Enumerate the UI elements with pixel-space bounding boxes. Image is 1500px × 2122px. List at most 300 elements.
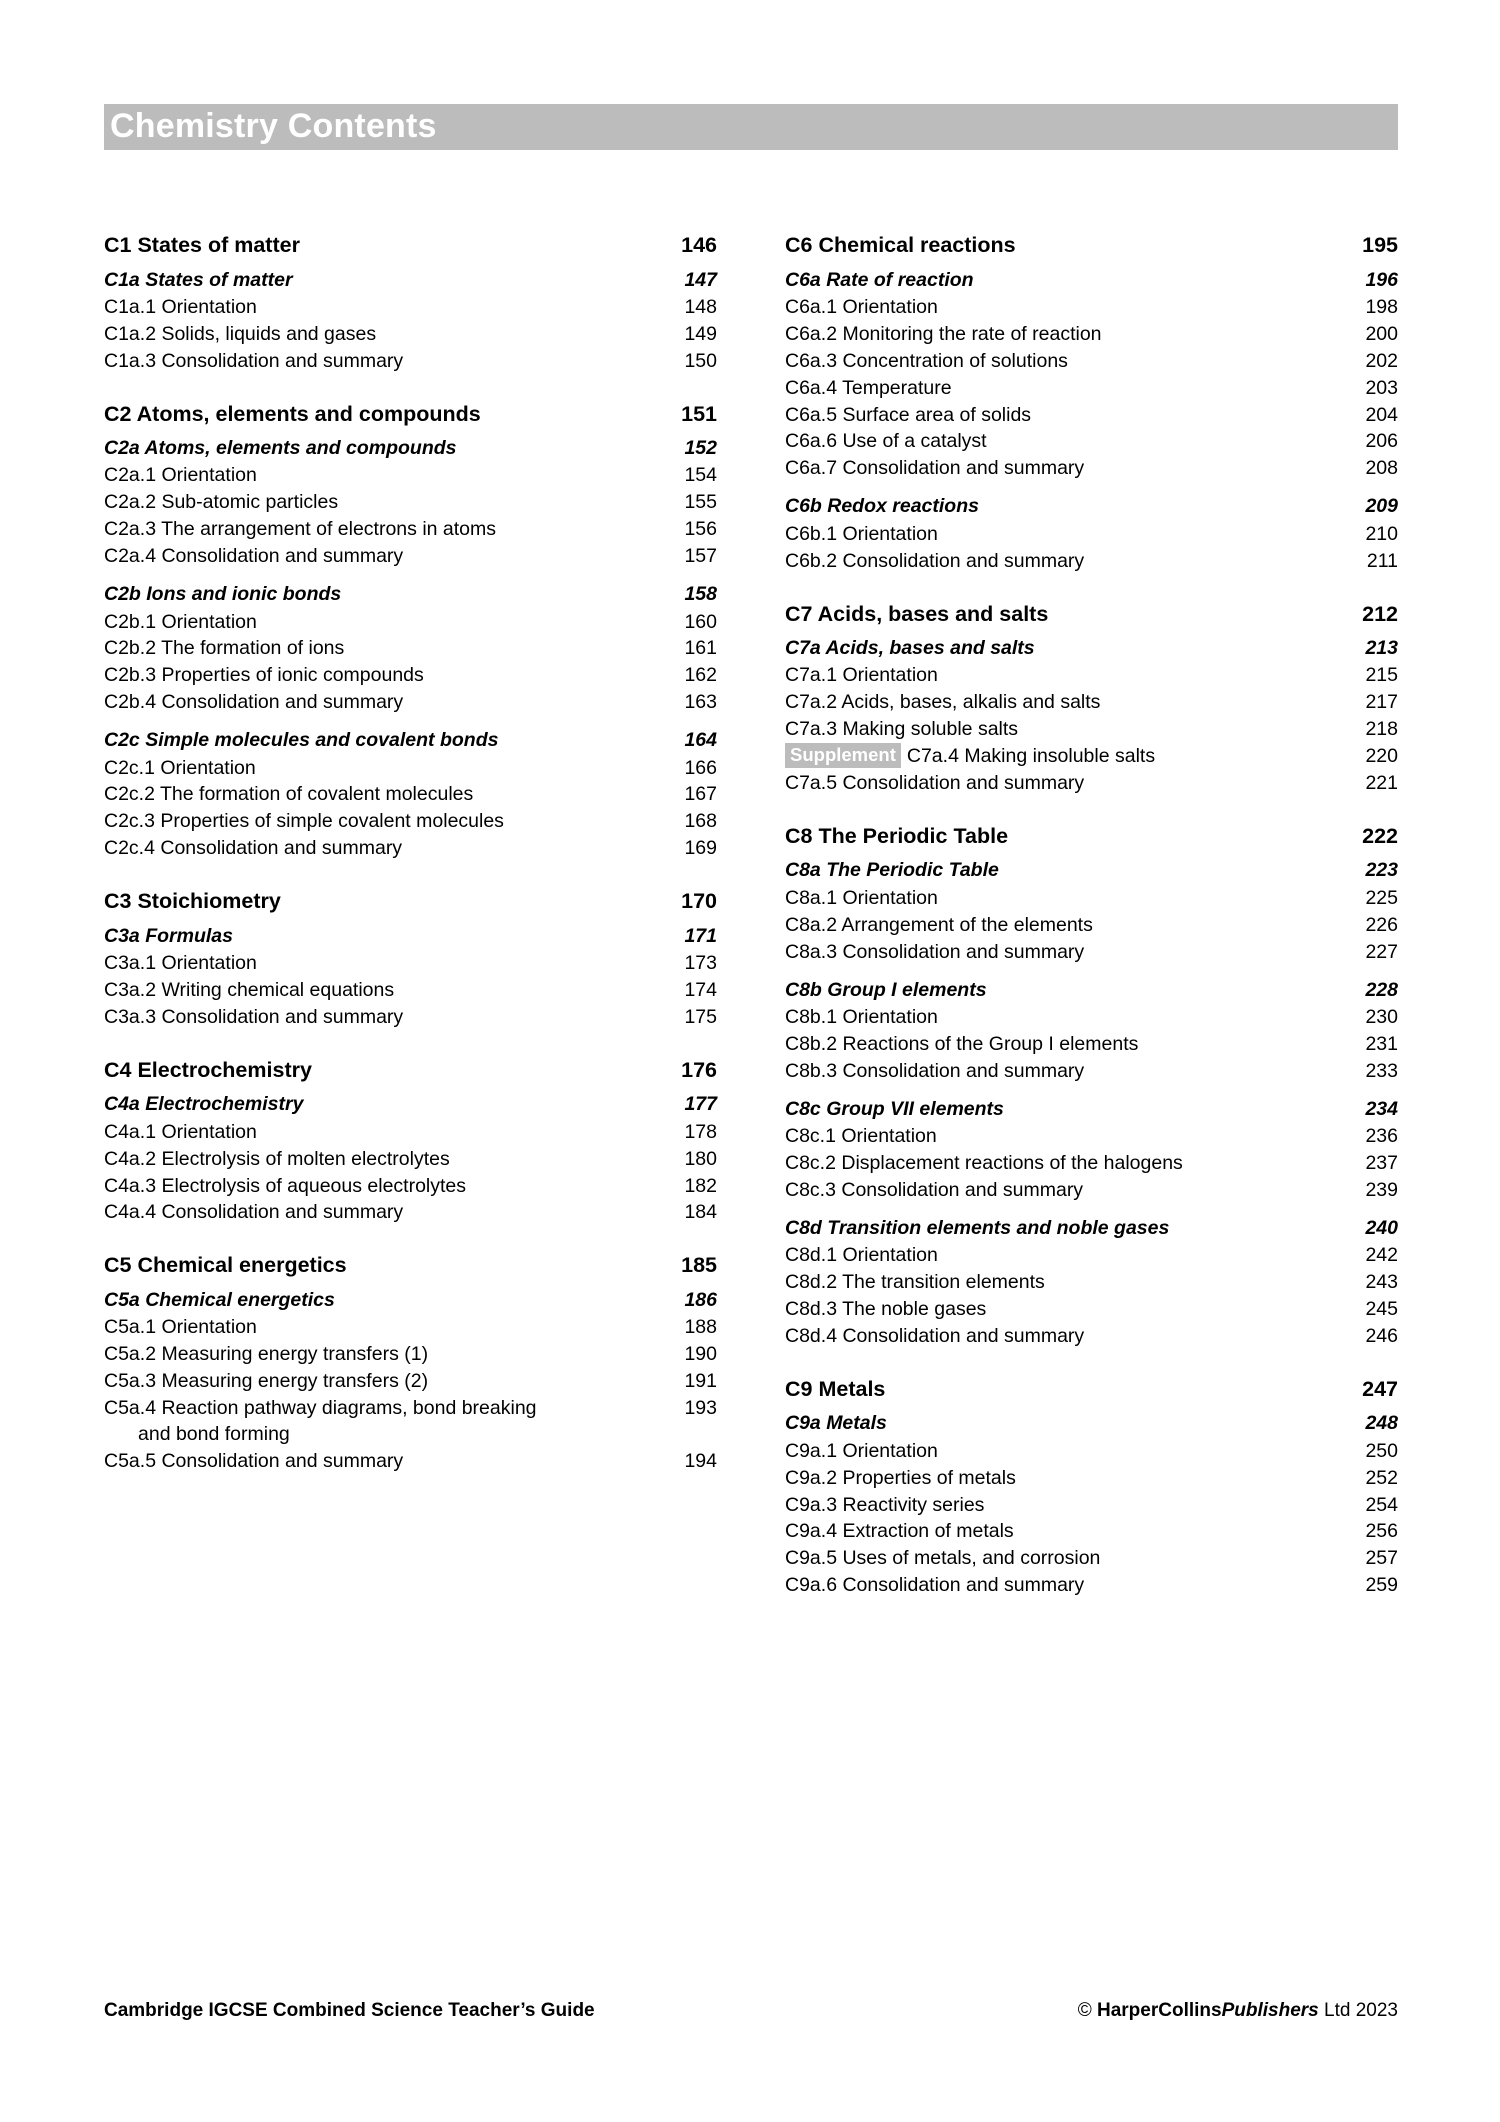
toc-entry-text: C6b.2 Consolidation and summary bbox=[785, 549, 1085, 572]
toc-entry-label bbox=[785, 1216, 1344, 1241]
toc-entry-unit[interactable] bbox=[104, 401, 717, 429]
toc-entry-page-number: 196 bbox=[1365, 268, 1398, 291]
toc-entry-page-number: 149 bbox=[684, 322, 717, 345]
toc-entry-page-number: 156 bbox=[684, 518, 717, 541]
toc-entry-text: C8b Group I elements bbox=[785, 978, 987, 1001]
toc-entry-text: C2b.1 Orientation bbox=[104, 610, 257, 633]
toc-entry-text-continued: and bond forming bbox=[138, 1422, 290, 1445]
toc-entry-text: C2c.2 The formation of covalent molecules bbox=[104, 783, 474, 806]
toc-entry-chapter[interactable] bbox=[785, 978, 1398, 1003]
toc-entry-page-number: 193 bbox=[684, 1397, 717, 1420]
toc-entry-label bbox=[104, 1005, 663, 1031]
toc-entry-page-number: 248 bbox=[1365, 1412, 1398, 1435]
toc-entry-page-number: 222 bbox=[1362, 823, 1398, 848]
toc-entry-text: C6b Redox reactions bbox=[785, 495, 979, 518]
toc-entry-topic[interactable] bbox=[785, 1270, 1398, 1296]
toc-entry-text: C2b Ions and ionic bonds bbox=[104, 583, 342, 606]
toc-entry-topic[interactable] bbox=[785, 403, 1398, 429]
toc-entry-page-number: 158 bbox=[684, 583, 717, 606]
toc-entry-label bbox=[785, 913, 1344, 939]
toc-entry-text: C8d.3 The noble gases bbox=[785, 1298, 987, 1320]
toc-entry-unit[interactable] bbox=[785, 823, 1398, 851]
toc-entry-label bbox=[785, 232, 1344, 260]
toc-entry-topic[interactable] bbox=[104, 490, 717, 516]
toc-entry-chapter[interactable] bbox=[104, 582, 717, 607]
toc-entry-chapter[interactable] bbox=[785, 268, 1398, 293]
toc-entry-label bbox=[104, 1174, 663, 1200]
toc-entry-topic[interactable] bbox=[104, 610, 717, 636]
toc-entry-text: C2a.1 Orientation bbox=[104, 464, 257, 487]
toc-entry-topic[interactable] bbox=[104, 836, 717, 862]
toc-entry-text: C6a.6 Use of a catalyst bbox=[785, 430, 987, 453]
toc-entry-chapter[interactable] bbox=[104, 268, 717, 293]
toc-entry-label bbox=[104, 978, 663, 1004]
toc-entry-topic[interactable] bbox=[104, 1369, 717, 1395]
toc-entry-label bbox=[785, 322, 1344, 348]
toc-entry-page-number: 228 bbox=[1365, 978, 1398, 1001]
toc-entry-page-number: 212 bbox=[1362, 601, 1398, 626]
toc-entry-page-number: 186 bbox=[684, 1288, 717, 1311]
toc-entry-text: C8b.3 Consolidation and summary bbox=[785, 1059, 1085, 1082]
toc-entry-topic[interactable] bbox=[785, 322, 1398, 348]
toc-entry-topic[interactable] bbox=[785, 1124, 1398, 1150]
toc-entry-label bbox=[785, 717, 1344, 743]
toc-entry-label bbox=[785, 690, 1344, 716]
toc-entry-label bbox=[104, 1396, 663, 1448]
toc-entry-text: C8d.4 Consolidation and summary bbox=[785, 1324, 1085, 1347]
toc-entry-text: C4a.1 Orientation bbox=[104, 1120, 257, 1143]
toc-entry-text: C3a.1 Orientation bbox=[104, 952, 257, 975]
toc-entry-text: C8a.1 Orientation bbox=[785, 886, 938, 909]
toc-entry-topic[interactable] bbox=[104, 1120, 717, 1146]
toc-entry-text: C8a The Periodic Table bbox=[785, 859, 999, 882]
toc-entry-topic[interactable] bbox=[785, 1243, 1398, 1269]
toc-entry-label bbox=[785, 771, 1344, 797]
toc-entry-page-number: 246 bbox=[1365, 1324, 1398, 1347]
toc-entry-text: C2b.4 Consolidation and summary bbox=[104, 691, 404, 714]
toc-entry-page-number: 252 bbox=[1365, 1466, 1398, 1489]
toc-entry-page-number: 210 bbox=[1365, 522, 1398, 545]
page-header-banner bbox=[104, 104, 1398, 150]
toc-entry-label bbox=[104, 1147, 663, 1173]
toc-entry-label bbox=[104, 490, 663, 516]
toc-entry-page-number: 220 bbox=[1365, 745, 1398, 768]
toc-entry-page-number: 157 bbox=[684, 545, 717, 568]
toc-entry-label bbox=[104, 401, 663, 429]
toc-entry-text: C3a.2 Writing chemical equations bbox=[104, 979, 395, 1002]
supplement-badge: Supplement bbox=[785, 743, 901, 768]
toc-entry-topic[interactable] bbox=[104, 1174, 717, 1200]
toc-entry-page-number: 176 bbox=[681, 1057, 717, 1082]
toc-entry-topic[interactable] bbox=[104, 295, 717, 321]
toc-entry-unit[interactable] bbox=[104, 232, 717, 260]
toc-entry-page-number: 233 bbox=[1365, 1059, 1398, 1082]
toc-entry-chapter[interactable] bbox=[104, 1092, 717, 1117]
toc-entry-text: C1a.3 Consolidation and summary bbox=[104, 349, 404, 372]
footer-copyright-symbol: © bbox=[1077, 2000, 1097, 2021]
toc-entry-text: C1a States of matter bbox=[104, 268, 293, 291]
toc-entry-label bbox=[104, 1120, 663, 1146]
toc-entry-text: C8a.2 Arrangement of the elements bbox=[785, 913, 1093, 936]
toc-entry-chapter[interactable] bbox=[785, 1097, 1398, 1122]
toc-entry-label bbox=[785, 940, 1344, 966]
toc-entry-page-number: 257 bbox=[1365, 1547, 1398, 1570]
toc-entry-label bbox=[104, 232, 663, 260]
toc-entry-page-number: 167 bbox=[684, 783, 717, 806]
toc-entry-label bbox=[785, 1178, 1344, 1204]
toc-entry-text: C9a.6 Consolidation and summary bbox=[785, 1574, 1085, 1597]
toc-entry-topic[interactable] bbox=[104, 517, 717, 543]
toc-entry-chapter[interactable] bbox=[104, 436, 717, 461]
toc-entry-label bbox=[785, 1324, 1344, 1350]
toc-entry-text: C9 Metals bbox=[785, 1376, 886, 1401]
toc-entry-text: C9a.2 Properties of metals bbox=[785, 1466, 1016, 1489]
toc-entry-chapter[interactable] bbox=[785, 494, 1398, 519]
toc-entry-label bbox=[104, 1092, 663, 1117]
toc-entry-topic[interactable] bbox=[785, 1493, 1398, 1519]
toc-entry-topic[interactable] bbox=[104, 322, 717, 348]
contents-columns bbox=[104, 232, 1398, 1600]
toc-entry-label bbox=[104, 1342, 663, 1368]
toc-entry-page-number: 164 bbox=[684, 729, 717, 752]
toc-entry-page-number: 166 bbox=[684, 756, 717, 779]
toc-entry-label bbox=[785, 349, 1344, 375]
toc-entry-page-number: 171 bbox=[684, 924, 717, 947]
toc-entry-label bbox=[785, 636, 1344, 661]
toc-entry-topic[interactable] bbox=[104, 463, 717, 489]
toc-entry-label bbox=[104, 690, 663, 716]
toc-entry-page-number: 168 bbox=[684, 810, 717, 833]
toc-entry-text: C7a.4 Making insoluble salts bbox=[906, 745, 1156, 768]
toc-entry-label bbox=[104, 951, 663, 977]
toc-entry-page-number: 200 bbox=[1365, 322, 1398, 345]
toc-entry-page-number: 209 bbox=[1365, 495, 1398, 518]
toc-entry-text: C8d Transition elements and noble gases bbox=[785, 1216, 1170, 1239]
toc-entry-topic[interactable] bbox=[104, 1200, 717, 1226]
toc-entry-label bbox=[785, 1005, 1344, 1031]
toc-entry-topic[interactable] bbox=[785, 717, 1398, 743]
toc-entry-text: C7a Acids, bases and salts bbox=[785, 637, 1035, 660]
toc-entry-label bbox=[104, 463, 663, 489]
toc-entry-page-number: 174 bbox=[684, 979, 717, 1002]
toc-entry-page-number: 226 bbox=[1365, 913, 1398, 936]
toc-entry-text: C3a.3 Consolidation and summary bbox=[104, 1005, 404, 1028]
toc-entry-label bbox=[785, 858, 1344, 883]
toc-entry-page-number: 148 bbox=[684, 295, 717, 318]
toc-entry-page-number: 231 bbox=[1365, 1032, 1398, 1055]
toc-entry-page-number: 169 bbox=[684, 837, 717, 860]
toc-entry-topic[interactable] bbox=[785, 690, 1398, 716]
toc-entry-topic[interactable] bbox=[104, 951, 717, 977]
toc-entry-page-number: 223 bbox=[1365, 859, 1398, 882]
toc-entry-chapter[interactable] bbox=[104, 728, 717, 753]
toc-entry-page-number: 185 bbox=[681, 1253, 717, 1278]
toc-entry-label bbox=[104, 782, 663, 808]
toc-entry-unit[interactable] bbox=[104, 1252, 717, 1280]
toc-entry-page-number: 170 bbox=[681, 889, 717, 914]
toc-entry-topic[interactable] bbox=[785, 522, 1398, 548]
toc-entry-topic[interactable] bbox=[785, 1519, 1398, 1545]
toc-entry-label bbox=[104, 1200, 663, 1226]
toc-entry-topic[interactable] bbox=[104, 544, 717, 570]
toc-entry-unit[interactable] bbox=[785, 601, 1398, 629]
toc-entry-text: C1a.2 Solids, liquids and gases bbox=[104, 322, 377, 345]
toc-entry-page-number: 221 bbox=[1365, 772, 1398, 795]
toc-entry-topic[interactable] bbox=[785, 456, 1398, 482]
page-title: Chemistry Contents bbox=[110, 107, 437, 145]
toc-entry-topic[interactable] bbox=[785, 376, 1398, 402]
toc-entry-topic[interactable] bbox=[785, 1573, 1398, 1599]
toc-entry-page-number: 217 bbox=[1365, 691, 1398, 714]
page-footer bbox=[104, 2000, 1398, 2022]
toc-entry-page-number: 245 bbox=[1365, 1298, 1398, 1320]
toc-entry-text: C6a.4 Temperature bbox=[785, 376, 952, 399]
toc-entry-topic[interactable] bbox=[785, 1059, 1398, 1085]
toc-entry-page-number: 230 bbox=[1365, 1005, 1398, 1028]
toc-entry-label bbox=[104, 1369, 663, 1395]
toc-entry-page-number: 243 bbox=[1365, 1271, 1398, 1294]
toc-entry-text: C6 Chemical reactions bbox=[785, 233, 1016, 257]
toc-entry-text: C2c.4 Consolidation and summary bbox=[104, 837, 403, 860]
toc-entry-page-number: 213 bbox=[1365, 637, 1398, 660]
toc-entry-topic[interactable] bbox=[104, 663, 717, 689]
toc-entry-text: C3a Formulas bbox=[104, 924, 233, 947]
toc-entry-text: C9a.3 Reactivity series bbox=[785, 1493, 985, 1516]
toc-entry-label bbox=[785, 1439, 1344, 1465]
toc-entry-page-number: 208 bbox=[1365, 457, 1398, 480]
footer-brand-tail: Ltd 2023 bbox=[1318, 2000, 1398, 2021]
toc-entry-page-number: 237 bbox=[1365, 1151, 1398, 1174]
toc-entry-page-number: 152 bbox=[684, 437, 717, 460]
toc-entry-text: C9a.4 Extraction of metals bbox=[785, 1520, 1014, 1543]
footer-brand-publishers: Publishers bbox=[1221, 2000, 1319, 2021]
toc-entry-topic[interactable] bbox=[104, 782, 717, 808]
toc-entry-text: C6a.1 Orientation bbox=[785, 295, 938, 318]
toc-entry-text: C7 Acids, bases and salts bbox=[785, 601, 1049, 626]
toc-entry-topic[interactable] bbox=[785, 1546, 1398, 1572]
toc-entry-page-number: 203 bbox=[1365, 376, 1398, 399]
toc-entry-topic[interactable] bbox=[785, 429, 1398, 455]
toc-entry-topic[interactable] bbox=[104, 978, 717, 1004]
toc-entry-topic[interactable] bbox=[104, 1396, 717, 1448]
toc-entry-topic[interactable] bbox=[785, 1297, 1398, 1323]
toc-entry-label bbox=[104, 582, 663, 607]
toc-entry-text: C8c Group VII elements bbox=[785, 1097, 1004, 1120]
toc-entry-text: C7a.2 Acids, bases, alkalis and salts bbox=[785, 691, 1101, 714]
toc-entry-text: C8c.1 Orientation bbox=[785, 1125, 937, 1148]
toc-entry-page-number: 146 bbox=[681, 233, 717, 257]
toc-entry-label bbox=[785, 823, 1344, 851]
toc-entry-label bbox=[104, 610, 663, 636]
toc-entry-label bbox=[785, 376, 1344, 402]
toc-entry-text: C5a.1 Orientation bbox=[104, 1316, 257, 1339]
toc-entry-label bbox=[104, 544, 663, 570]
toc-entry-topic[interactable] bbox=[785, 1324, 1398, 1350]
toc-entry-chapter[interactable] bbox=[785, 636, 1398, 661]
toc-entry-topic[interactable] bbox=[104, 1342, 717, 1368]
toc-entry-text: C8a.3 Consolidation and summary bbox=[785, 940, 1085, 963]
toc-entry-text: C4a.4 Consolidation and summary bbox=[104, 1201, 404, 1224]
toc-entry-topic[interactable] bbox=[104, 636, 717, 662]
toc-entry-label bbox=[104, 663, 663, 689]
toc-entry-text: C9a Metals bbox=[785, 1412, 887, 1435]
toc-entry-label bbox=[785, 886, 1344, 912]
toc-entry-topic[interactable] bbox=[785, 349, 1398, 375]
toc-entry-page-number: 191 bbox=[684, 1370, 717, 1393]
toc-entry-page-number: 162 bbox=[684, 664, 717, 687]
toc-entry-topic[interactable] bbox=[785, 1005, 1398, 1031]
toc-entry-page-number: 190 bbox=[684, 1343, 717, 1366]
toc-entry-chapter[interactable] bbox=[785, 1216, 1398, 1241]
toc-entry-text: C2c.3 Properties of simple covalent molecules bbox=[104, 810, 504, 833]
toc-entry-text: C5a.4 Reaction pathway diagrams, bond breaking bbox=[104, 1397, 537, 1420]
toc-entry-page-number: 236 bbox=[1365, 1125, 1398, 1148]
toc-entry-text: C4 Electrochemistry bbox=[104, 1057, 312, 1082]
toc-entry-topic[interactable] bbox=[785, 549, 1398, 575]
footer-copyright bbox=[1078, 2000, 1398, 2022]
toc-entry-page-number: 155 bbox=[684, 491, 717, 514]
toc-entry-label bbox=[785, 1097, 1344, 1122]
toc-entry-text: C8d.1 Orientation bbox=[785, 1244, 938, 1267]
toc-entry-text: C5 Chemical energetics bbox=[104, 1253, 347, 1278]
toc-entry-label bbox=[785, 1032, 1344, 1058]
toc-entry-unit[interactable] bbox=[785, 232, 1398, 260]
toc-entry-label bbox=[785, 1297, 1344, 1323]
toc-entry-label bbox=[104, 295, 663, 321]
toc-entry-label bbox=[104, 888, 663, 916]
toc-entry-text: C8d.2 The transition elements bbox=[785, 1271, 1045, 1294]
toc-entry-topic[interactable] bbox=[104, 1315, 717, 1341]
toc-entry-page-number: 198 bbox=[1365, 295, 1398, 318]
toc-entry-label bbox=[104, 1252, 663, 1280]
toc-entry-label bbox=[785, 744, 1344, 770]
toc-entry-topic[interactable] bbox=[104, 1147, 717, 1173]
toc-entry-chapter[interactable] bbox=[785, 858, 1398, 883]
toc-entry-unit[interactable] bbox=[104, 1057, 717, 1085]
toc-entry-text: C2a.2 Sub-atomic particles bbox=[104, 491, 339, 514]
toc-entry-label bbox=[104, 809, 663, 835]
toc-entry-text: C2 Atoms, elements and compounds bbox=[104, 401, 481, 426]
toc-entry-topic[interactable] bbox=[785, 886, 1398, 912]
toc-entry-page-number: 194 bbox=[684, 1449, 717, 1472]
toc-entry-label bbox=[785, 494, 1344, 519]
toc-entry-topic[interactable] bbox=[785, 1466, 1398, 1492]
toc-entry-label bbox=[104, 924, 663, 949]
toc-entry-text: C9a.1 Orientation bbox=[785, 1439, 938, 1462]
toc-entry-label bbox=[104, 1449, 663, 1475]
toc-entry-topic[interactable] bbox=[104, 809, 717, 835]
toc-entry-text: C2a.4 Consolidation and summary bbox=[104, 545, 404, 568]
toc-entry-text: C6a.5 Surface area of solids bbox=[785, 403, 1032, 426]
toc-entry-text: C4a Electrochemistry bbox=[104, 1093, 304, 1116]
toc-entry-topic[interactable] bbox=[785, 1151, 1398, 1177]
toc-entry-topic[interactable] bbox=[104, 349, 717, 375]
toc-entry-label bbox=[104, 349, 663, 375]
toc-entry-page-number: 211 bbox=[1366, 549, 1398, 572]
toc-entry-chapter[interactable] bbox=[104, 1288, 717, 1313]
toc-entry-unit[interactable] bbox=[104, 888, 717, 916]
toc-entry-page-number: 173 bbox=[684, 952, 717, 975]
toc-entry-page-number: 161 bbox=[684, 637, 717, 660]
toc-entry-label bbox=[104, 1315, 663, 1341]
toc-entry-label bbox=[785, 1243, 1344, 1269]
toc-entry-chapter[interactable] bbox=[785, 1411, 1398, 1436]
footer-book-title: Cambridge IGCSE Combined Science Teacher’s Guide bbox=[104, 2000, 595, 2021]
toc-entry-topic[interactable] bbox=[104, 756, 717, 782]
toc-entry-label bbox=[104, 1057, 663, 1085]
toc-entry-page-number: 184 bbox=[684, 1201, 717, 1224]
toc-entry-topic[interactable] bbox=[785, 1178, 1398, 1204]
toc-entry-text: C8b.2 Reactions of the Group I elements bbox=[785, 1032, 1139, 1055]
toc-entry-topic[interactable] bbox=[785, 1032, 1398, 1058]
toc-entry-text: C8c.2 Displacement reactions of the halogens bbox=[785, 1151, 1183, 1174]
toc-entry-label bbox=[104, 322, 663, 348]
toc-entry-topic[interactable] bbox=[785, 913, 1398, 939]
toc-entry-label bbox=[785, 1151, 1344, 1177]
toc-entry-topic[interactable] bbox=[785, 295, 1398, 321]
toc-entry-text: C8b.1 Orientation bbox=[785, 1005, 938, 1028]
toc-entry-chapter[interactable] bbox=[104, 924, 717, 949]
toc-entry-label bbox=[785, 1124, 1344, 1150]
toc-entry-text: C4a.3 Electrolysis of aqueous electrolytes bbox=[104, 1174, 467, 1197]
toc-entry-text: C6a Rate of reaction bbox=[785, 268, 974, 291]
toc-entry-text: C7a.5 Consolidation and summary bbox=[785, 772, 1085, 795]
toc-entry-label bbox=[785, 403, 1344, 429]
toc-entry-topic[interactable] bbox=[104, 1449, 717, 1475]
toc-entry-topic[interactable] bbox=[104, 1005, 717, 1031]
toc-entry-text: C7a.3 Making soluble salts bbox=[785, 718, 1019, 741]
toc-entry-label bbox=[785, 1466, 1344, 1492]
toc-entry-page-number: 250 bbox=[1365, 1439, 1398, 1462]
toc-entry-text: C5a.5 Consolidation and summary bbox=[104, 1449, 404, 1472]
toc-entry-label bbox=[785, 1270, 1344, 1296]
contents-column-left bbox=[104, 232, 717, 1600]
toc-entry-page-number: 175 bbox=[684, 1005, 717, 1028]
toc-entry-text: C2c Simple molecules and covalent bonds bbox=[104, 729, 499, 752]
toc-entry-topic[interactable] bbox=[104, 690, 717, 716]
toc-entry-text: C2a Atoms, elements and compounds bbox=[104, 437, 457, 460]
toc-entry-label bbox=[104, 636, 663, 662]
toc-entry-text: C8c.3 Consolidation and summary bbox=[785, 1178, 1084, 1201]
toc-entry-label bbox=[785, 1546, 1344, 1572]
toc-entry-unit[interactable] bbox=[785, 1376, 1398, 1404]
toc-entry-label bbox=[785, 522, 1344, 548]
toc-entry-text: C1 States of matter bbox=[104, 233, 300, 257]
toc-entry-topic[interactable] bbox=[785, 1439, 1398, 1465]
toc-entry-label bbox=[785, 663, 1344, 689]
toc-entry-text: C6a.7 Consolidation and summary bbox=[785, 457, 1085, 480]
toc-entry-text: C2a.3 The arrangement of electrons in atoms bbox=[104, 518, 497, 541]
toc-entry-label bbox=[785, 549, 1344, 575]
toc-entry-text: C4a.2 Electrolysis of molten electrolytes bbox=[104, 1147, 450, 1170]
toc-entry-text: C6b.1 Orientation bbox=[785, 522, 938, 545]
toc-entry-topic[interactable] bbox=[785, 771, 1398, 797]
toc-entry-text: C2b.3 Properties of ionic compounds bbox=[104, 664, 424, 687]
toc-entry-text: C6a.3 Concentration of solutions bbox=[785, 349, 1068, 372]
toc-entry-page-number: 182 bbox=[684, 1174, 717, 1197]
toc-entry-page-number: 160 bbox=[684, 610, 717, 633]
toc-entry-page-number: 147 bbox=[684, 268, 717, 291]
toc-entry-topic[interactable] bbox=[785, 744, 1398, 770]
toc-entry-label bbox=[104, 436, 663, 461]
toc-entry-label bbox=[104, 728, 663, 753]
toc-entry-topic[interactable] bbox=[785, 663, 1398, 689]
toc-entry-label bbox=[785, 268, 1344, 293]
toc-entry-text: C2c.1 Orientation bbox=[104, 756, 256, 779]
toc-entry-page-number: 163 bbox=[684, 691, 717, 714]
toc-entry-label bbox=[785, 429, 1344, 455]
toc-entry-topic[interactable] bbox=[785, 940, 1398, 966]
